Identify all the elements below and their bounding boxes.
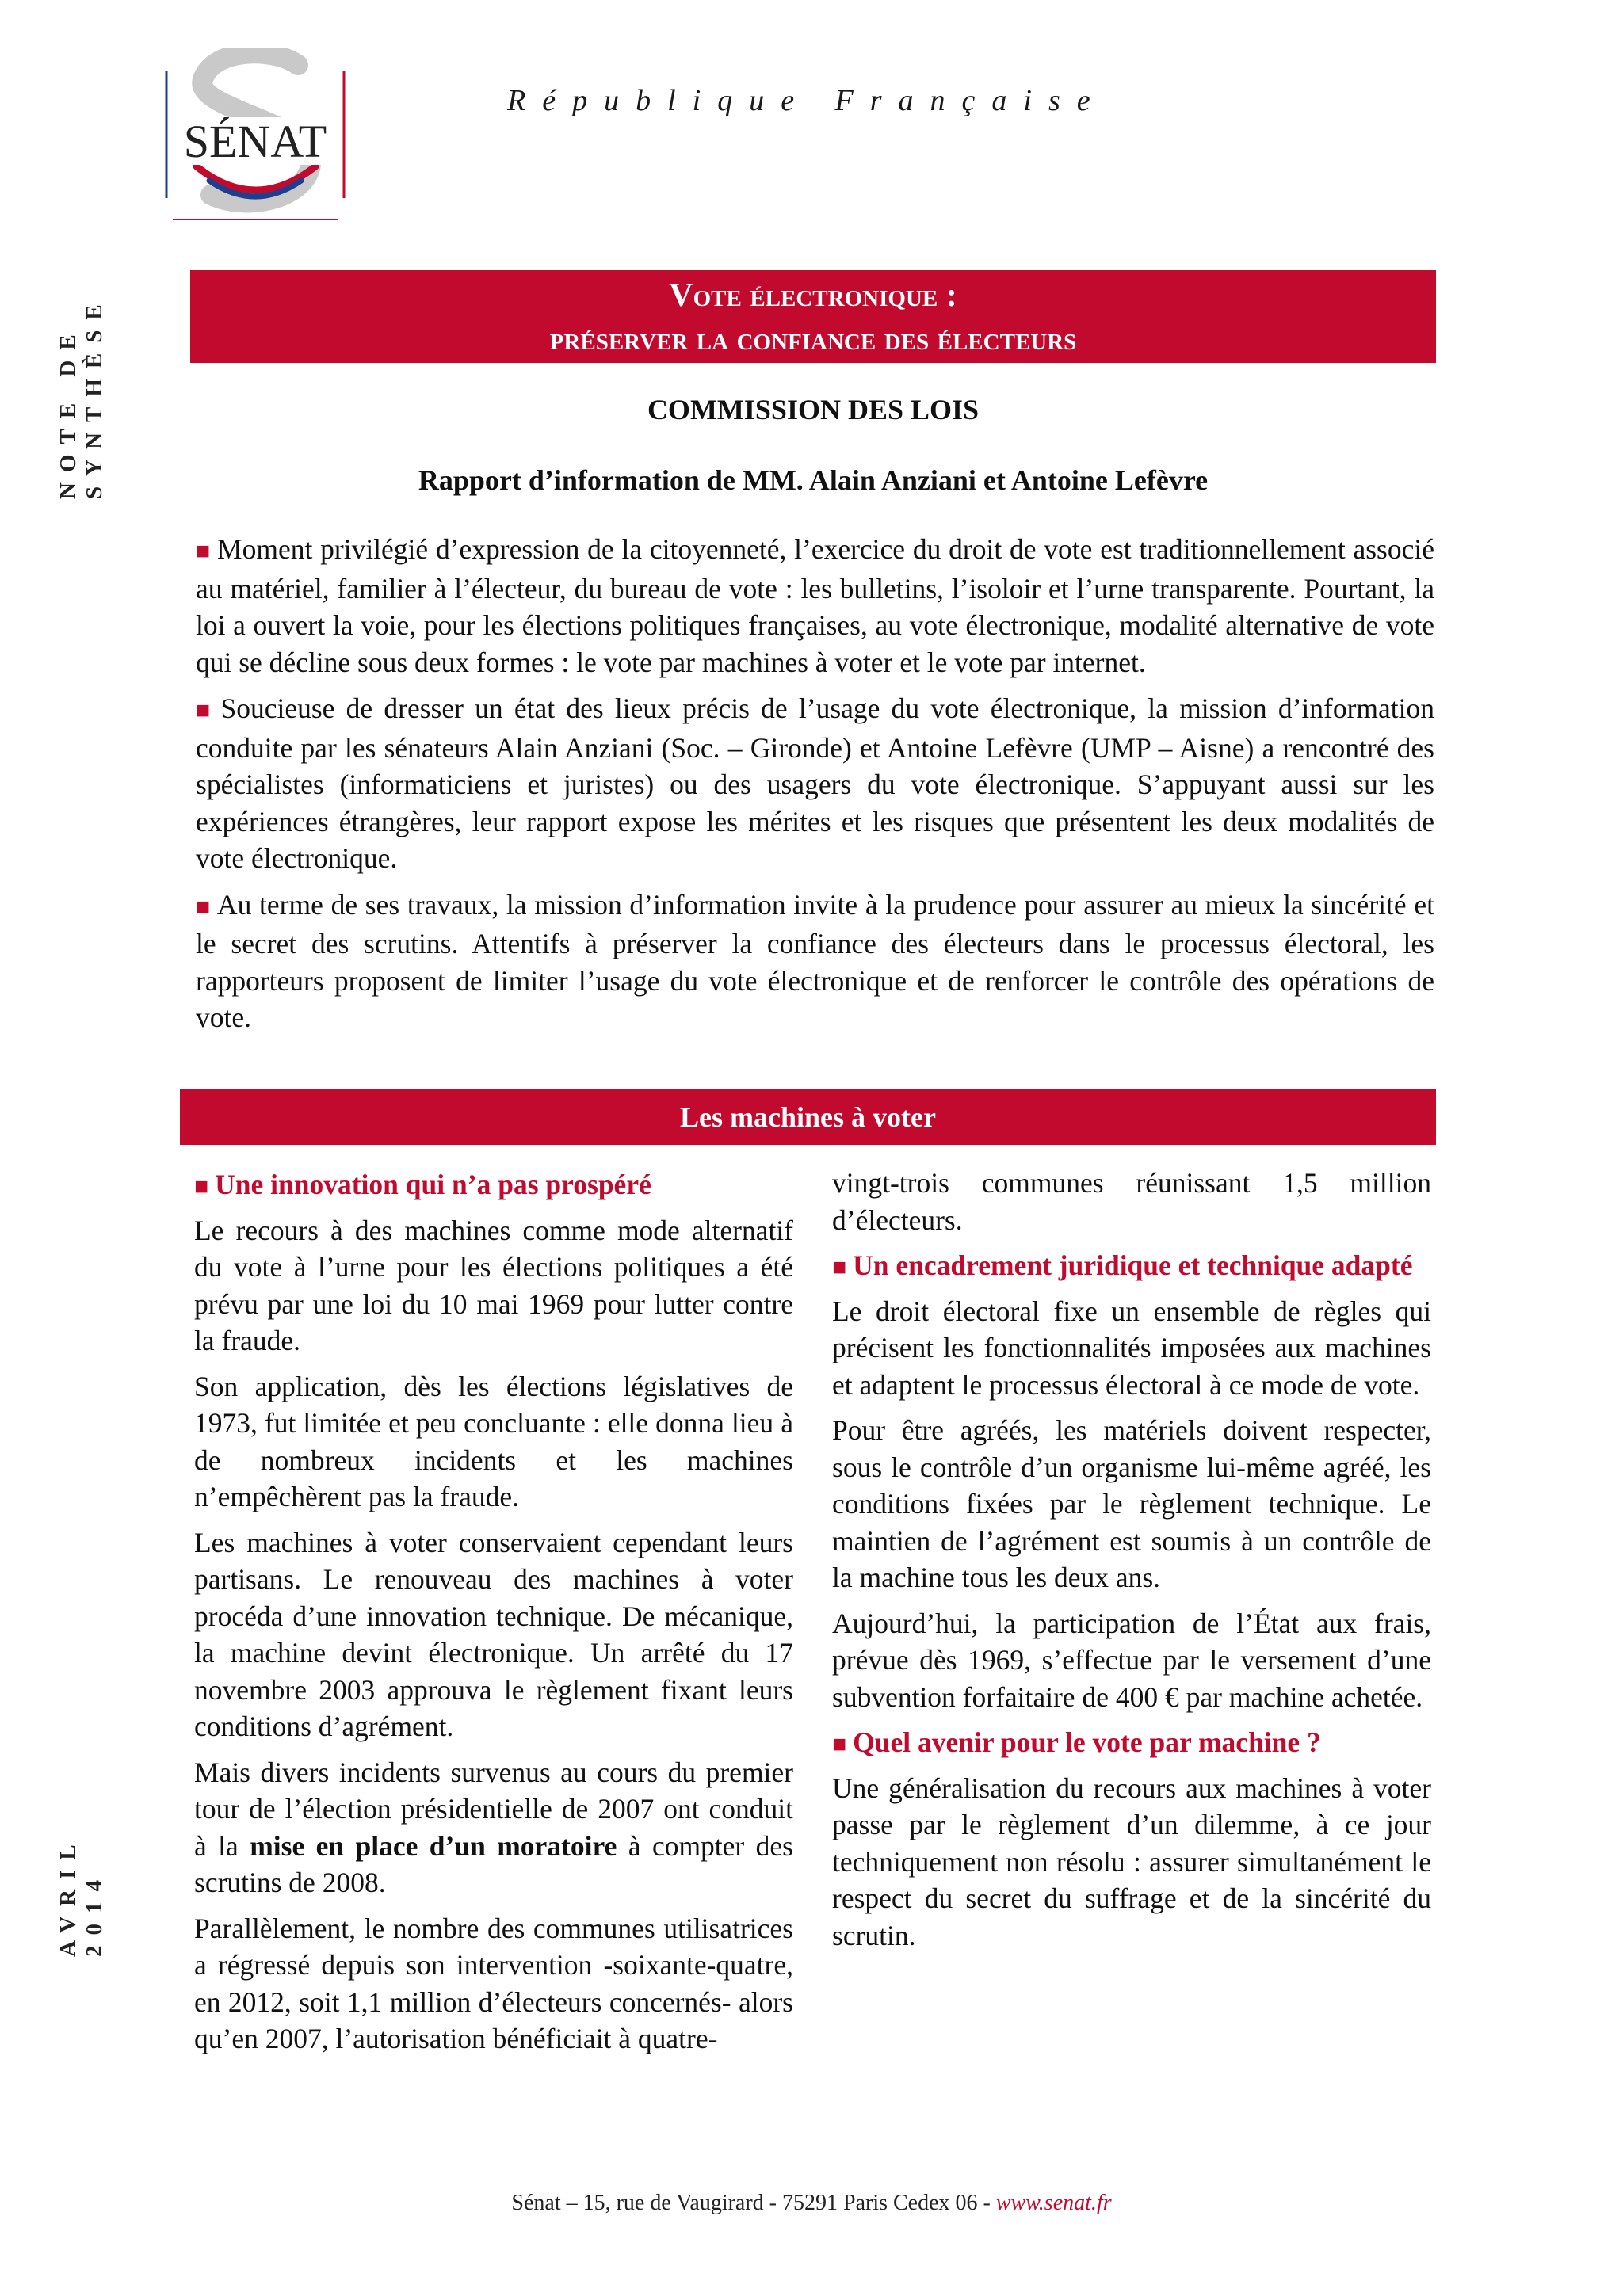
intro-paragraph: ■ Moment privilégié d’expression de la citoyenneté, l’exercice du droit de vote est traditionnellement associé au matériel, familier à l’électeur, du bureau de vote : les bulletins, l’isoloir et l’urne transparente. Pourtant, la loi a ouvert la voie, pour les élections politiques françaises, au vote électronique, modalité alternative de vote qui se décline sous deux formes : le vote par machines à voter et le vote par internet. [196, 533, 1434, 678]
footer [0, 2191, 1623, 2216]
subheading-avenir: ■ Quel avenir pour le vote par machine ? [832, 1726, 1321, 1758]
intro-section [196, 531, 1434, 1046]
moratoire-emphasis: mise en place d’un moratoire [250, 1829, 617, 1862]
title-band [190, 270, 1436, 363]
senat-logo-graphic [165, 48, 346, 220]
paragraph: Le droit électoral fixe un ensemble de règles qui précisent les fonctionnalités imposées aux machines et adaptent le processus électoral à ce mode de vote. [832, 1295, 1431, 1401]
footer-link[interactable]: www.senat.fr [995, 2191, 1112, 2215]
bullet-square-icon: ■ [832, 1254, 847, 1280]
paragraph: Le recours à des machines comme mode alternatif du vote à l’urne pour les élections politiques a été prévu par une loi du 10 mai 1969 pour lutter contre la fraude. [194, 1214, 793, 1356]
footer-address: Sénat – 15, rue de Vaugirard - 75291 Paris Cedex 06 - [511, 2191, 991, 2215]
right-column [832, 1165, 1431, 1962]
intro-paragraph: ■ Soucieuse de dresser un état des lieux précis de l’usage du vote électronique, la mission d’information conduite par les sénateurs Alain Anziani (Soc. – Gironde) et Antoine Lefèvre (UMP – Aisne) a rencontré des spécialistes (informaticiens et juristes) ou des usagers du vote électronique. S’appuyant aussi sur les expériences étrangères, leur rapport expose les mérites et les risques que présentent les deux modalités de vote électronique. [196, 692, 1434, 874]
subheading-innovation: ■ Une innovation qui n’a pas prospéré [194, 1169, 651, 1200]
paragraph: Aujourd’hui, la participation de l’État aux frais, prévue dès 1969, s’effectue par le versement d’une subvention forfaitaire de 400 € par machine achetée. [832, 1607, 1431, 1713]
paragraph: Parallèlement, le nombre des communes utilisatrices a régressé depuis son intervention -soixante-quatre, en 2012, soit 1,1 million d’électeurs concernés- alors qu’en 2007, l’autorisation bénéficiait à quatre- [194, 1912, 793, 2054]
section-heading: Les machines à voter [180, 1089, 1436, 1145]
side-label-date: AVRIL 2014 [55, 1835, 107, 1957]
bullet-square-icon: ■ [196, 893, 211, 920]
paragraph: Pour être agréés, les matériels doivent respecter, sous le contrôle d’un organisme lui-même agréé, les conditions fixées par le règlement technique. Le maintien de l’agrément est soumis à un contrôle de la machine tous les deux ans. [832, 1414, 1431, 1593]
paragraph: Une généralisation du recours aux machines à voter passe par le règlement d’un dilemme, à ce jour techniquement non résolu : assurer simultanément le respect du secret du suffrage et de la sincérité du scrutin. [832, 1772, 1431, 1951]
title-line-2: préserver la confiance des électeurs [549, 321, 1077, 357]
senat-logo [165, 48, 346, 220]
left-column [194, 1165, 793, 2066]
bullet-square-icon: ■ [196, 697, 215, 723]
bullet-square-icon: ■ [194, 1173, 209, 1199]
intro-paragraph: ■ Au terme de ses travaux, la mission d’information invite à la prudence pour assurer au mieux la sincérité et le secret des scrutins. Attentifs à préserver la confiance des électeurs dans le processus électoral, les rapporteurs proposent de limiter l’usage du vote électronique et de renforcer le contrôle des opérations de vote. [196, 888, 1434, 1033]
title-line-1: Vote électronique : [669, 277, 957, 314]
bullet-square-icon: ■ [196, 538, 212, 564]
rapport-heading: Rapport d’information de MM. Alain Anziani et Antoine Lefèvre [418, 464, 1209, 496]
subheading-encadrement: ■ Un encadrement juridique et technique adapté [832, 1249, 1413, 1281]
paragraph-moratoire: Mais divers incidents survenus au cours du premier tour de l’élection présidentielle de 2007 ont conduit à la mise en place d’un moratoire à compter des scrutins de 2008. [194, 1756, 793, 1898]
side-label-note: NOTE DE SYNTHÈSE [55, 294, 107, 499]
commission-heading: COMMISSION DES LOIS [647, 394, 980, 425]
bullet-square-icon: ■ [832, 1731, 847, 1757]
paragraph: Les machines à voter conservaient cependant leurs partisans. Le renouveau des machines à voter procéda d’une innovation technique. De mécanique, la machine devint électronique. Un arrêté du 17 novembre 2003 approuva le règlement fixant leurs conditions d’agrément. [194, 1526, 793, 1742]
logo-text: SÉNAT [183, 116, 327, 167]
paragraph: vingt-trois communes réunissant 1,5 million d’électeurs. [832, 1167, 1431, 1236]
paragraph: Son application, dès les élections législatives de 1973, fut limitée et peu concluante : elle donna lieu à de nombreux incidents et les machines n’empêchèrent pas la fraude. [194, 1370, 793, 1512]
republique-francaise: République Française [507, 84, 1107, 117]
